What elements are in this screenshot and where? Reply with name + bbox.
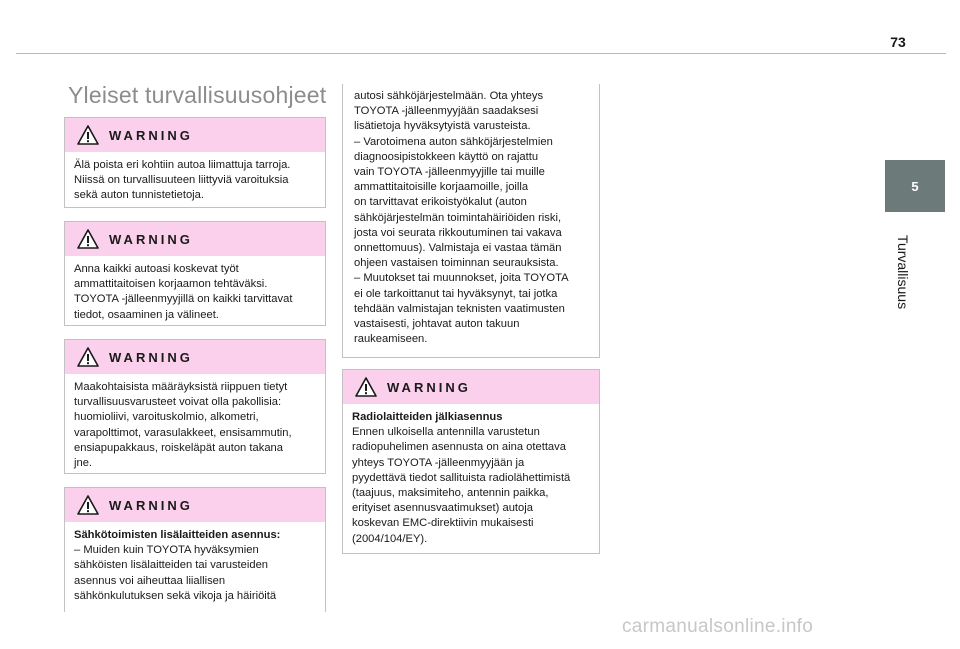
warning-text: Älä poista eri kohtiin autoa liimattuja tarroja. Niissä on turvallisuuteen liittyviä varoituksia sekä auton tunnistetietoja. (74, 159, 291, 202)
warning-box-equipment (64, 339, 326, 474)
chapter-title: Turvallisuus (895, 234, 911, 310)
warning-label: WARNING (109, 231, 193, 247)
chapter-tab[interactable]: 5 (885, 160, 945, 212)
warning-triangle-icon (77, 125, 99, 145)
warning-label: WARNING (109, 127, 193, 143)
warning-box-workshop (64, 221, 326, 326)
warning-box-labels (64, 117, 326, 208)
warning-text: Anna kaikki autoasi koskevat työt ammattitaitoisen korjaamon tehtäväksi. TOYOTA -jälleenmyyjillä on kaikki tarvittavat tiedot, osaaminen ja välineet. (74, 263, 293, 321)
warning-triangle-icon (77, 229, 99, 249)
warning-banner (65, 340, 325, 374)
warning-triangle-icon (77, 495, 99, 515)
warning-label: WARNING (109, 497, 193, 513)
warning-text: Sähkötoimisten lisälaitteiden asennus: – Muiden kuin TOYOTA hyväksymien sähköisten lisälaitteiden tai varusteiden asennus voi aiheuttaa liiallisen sähkönkulutuksen sekä vikoja ja häiriöitä (65, 522, 325, 604)
warning-banner (65, 118, 325, 152)
warning-banner (65, 488, 325, 522)
warning-banner (343, 370, 599, 404)
watermark: carmanualsonline.info (622, 616, 814, 637)
warning-box-electrical-accessories (64, 487, 326, 612)
top-rule (16, 53, 946, 54)
warning-heading: Radiolaitteiden jälkiasennus (352, 411, 503, 423)
warning-label: WARNING (109, 349, 193, 365)
warning-triangle-icon (355, 377, 377, 397)
continuation-text: autosi sähköjärjestelmään. Ota yhteys TOYOTA -jälleenmyyjään saadaksesi lisätietoja hyväksytyistä varusteista. – Varotoimena auton sähköjärjestelmien diagnoosipistokkeen käyttö on rajattu vain TOYOTA -jälleenmyyjille tai muille ammattitaitoisille korjaamoille, joilla on tarvittavat erikoistyökalut (auton sähköjärjestelmän toimintahäiriöiden riski, josta voi seurata rikkoutuminen tai vakava onnettomuus). Valmistaja ei vastaa tämän ohjeen vastaisen toiminnan seurauksista. – Muutokset tai muunnokset, joita TOYOTA ei ole tarkoittanut tai hyväksynyt, tai jotka tehdään valmistajan teknisten vaatimusten vastaisesti, johtavat auton takuun raukeamiseen. (354, 90, 569, 346)
warning-text: Radiolaitteiden jälkiasennus Ennen ulkoisella antennilla varustetun radiopuhelimen asennusta on aina otettava yhteys TOYOTA -jälleenmyyjään ja pyydettävä tiedot sallituista radiolähettimistä (taajuus, maksimiteho, antennin paikka, erityiset asennusvaatimukset) autoja koskevan EMC-direktiivin mukaisesti (2004/104/EY). (343, 404, 599, 547)
warning-box-continuation (342, 84, 600, 358)
warning-box-radio (342, 369, 600, 554)
warning-heading: Sähkötoimisten lisälaitteiden asennus: (74, 529, 281, 541)
warning-text: Maakohtaisista määräyksistä riippuen tietyt turvallisuusvarusteet voivat olla pakollisia: huomioliivi, varoituskolmio, alkometri, varapolttimot, varasulakkeet, ensisammutin, ensiapupakkaus, roiskeläpät auton takana jne. (74, 381, 292, 470)
warning-label: WARNING (387, 379, 471, 395)
page-title: Yleiset turvallisuusohjeet (68, 82, 327, 108)
warning-triangle-icon (77, 347, 99, 367)
page-number: 73 (890, 34, 906, 50)
warning-banner (65, 222, 325, 256)
